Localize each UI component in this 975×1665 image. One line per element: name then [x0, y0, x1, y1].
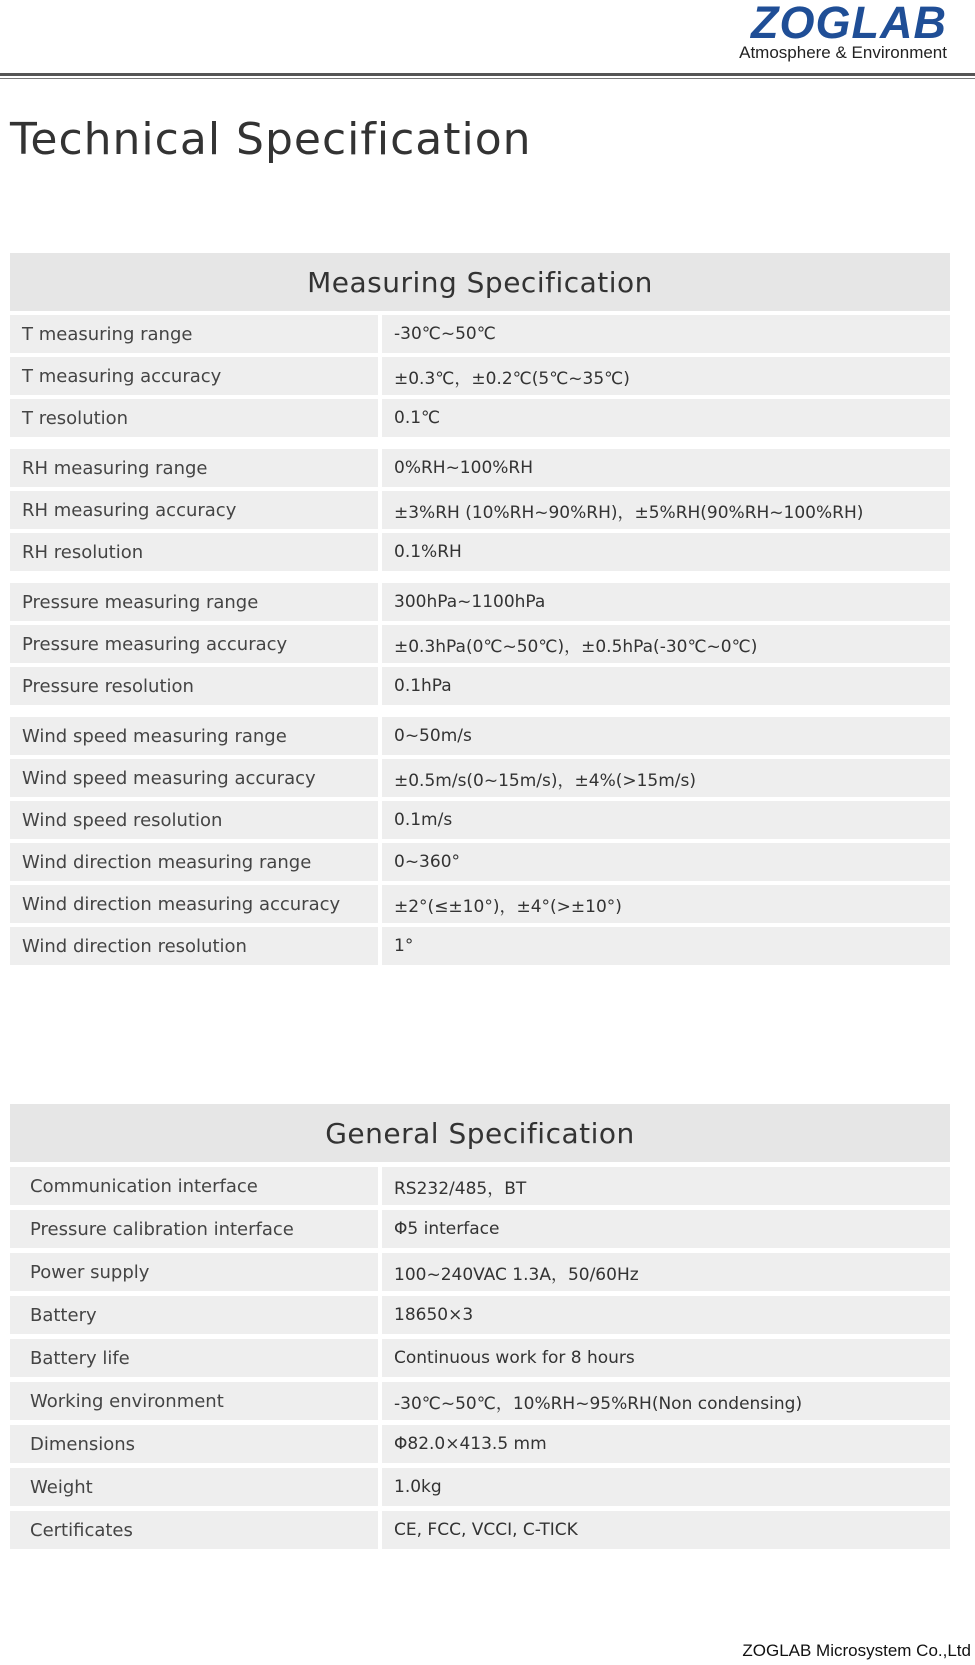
table-row: [10, 1210, 950, 1248]
spec-value: ±0.3hPa(0℃~50℃)，±0.5hPa(-30℃~0℃): [382, 625, 950, 663]
spec-label: Communication interface: [10, 1167, 378, 1205]
spec-label: Battery: [10, 1296, 378, 1334]
table-row: [10, 1167, 950, 1205]
table-row: [10, 843, 950, 881]
spec-value: RS232/485，BT: [382, 1167, 950, 1205]
spec-label: Weight: [10, 1468, 378, 1506]
table-row: [10, 357, 950, 395]
measuring-spec-title: Measuring Specification: [10, 253, 950, 311]
spec-value: 0%RH~100%RH: [382, 449, 950, 487]
spec-label: RH measuring accuracy: [10, 491, 378, 529]
spec-label: Working environment: [10, 1382, 378, 1420]
spec-label: Pressure measuring range: [10, 583, 378, 621]
spec-label: Power supply: [10, 1253, 378, 1291]
table-row: [10, 927, 950, 965]
spec-value: ±3%RH (10%RH~90%RH)，±5%RH(90%RH~100%RH): [382, 491, 950, 529]
spec-label: Wind speed measuring accuracy: [10, 759, 378, 797]
spec-label: Wind speed resolution: [10, 801, 378, 839]
spec-value: 1°: [382, 927, 950, 965]
spec-value: ±0.3℃，±0.2℃(5℃~35℃): [382, 357, 950, 395]
spec-value: CE, FCC, VCCI, C-TICK: [382, 1511, 950, 1549]
spec-value: Φ5 interface: [382, 1210, 950, 1248]
spec-value: Φ82.0×413.5 mm: [382, 1425, 950, 1463]
table-row: [10, 449, 950, 487]
spec-label: Wind direction measuring accuracy: [10, 885, 378, 923]
spec-label: Pressure measuring accuracy: [10, 625, 378, 663]
spec-label: Battery life: [10, 1339, 378, 1377]
table-row: [10, 759, 950, 797]
spec-label: Pressure calibration interface: [10, 1210, 378, 1248]
measuring-spec-table: [10, 253, 950, 965]
spec-label: T measuring range: [10, 315, 378, 353]
table-row: [10, 1511, 950, 1549]
table-row: [10, 667, 950, 705]
spec-value: 0.1m/s: [382, 801, 950, 839]
table-row: [10, 533, 950, 571]
table-row: [10, 885, 950, 923]
spec-value: -30℃~50℃: [382, 315, 950, 353]
table-row: [10, 1339, 950, 1377]
header-rule-thin: [0, 78, 975, 79]
table-row: [10, 315, 950, 353]
general-spec-table: [10, 1104, 950, 1549]
table-row: [10, 717, 950, 755]
spec-label: RH measuring range: [10, 449, 378, 487]
spec-label: Dimensions: [10, 1425, 378, 1463]
spec-value: 0.1%RH: [382, 533, 950, 571]
spec-label: Wind direction resolution: [10, 927, 378, 965]
spec-value: 0.1℃: [382, 399, 950, 437]
spec-value: 0~50m/s: [382, 717, 950, 755]
table-row: [10, 801, 950, 839]
page-title: Technical Specification: [10, 114, 532, 165]
spec-value: Continuous work for 8 hours: [382, 1339, 950, 1377]
spec-value: ±0.5m/s(0~15m/s)，±4%(>15m/s): [382, 759, 950, 797]
logo-tagline: Atmosphere & Environment: [739, 43, 947, 62]
table-row: [10, 1296, 950, 1334]
spec-value: 100~240VAC 1.3A，50/60Hz: [382, 1253, 950, 1291]
spec-value: 1.0kg: [382, 1468, 950, 1506]
table-row: [10, 1468, 950, 1506]
general-spec-title: General Specification: [10, 1104, 950, 1162]
spec-label: RH resolution: [10, 533, 378, 571]
spec-label: T resolution: [10, 399, 378, 437]
table-row: [10, 399, 950, 437]
spec-value: ±2°(≤±10°)，±4°(>±10°): [382, 885, 950, 923]
spec-label: T measuring accuracy: [10, 357, 378, 395]
header-rule: [0, 73, 975, 76]
table-row: [10, 1253, 950, 1291]
table-row: [10, 491, 950, 529]
table-row: [10, 1382, 950, 1420]
table-row: [10, 1425, 950, 1463]
spec-label: Wind direction measuring range: [10, 843, 378, 881]
spec-value: -30℃~50℃，10%RH~95%RH(Non condensing): [382, 1382, 950, 1420]
page-header: [0, 0, 975, 82]
table-row: [10, 625, 950, 663]
spec-label: Certificates: [10, 1511, 378, 1549]
spec-value: 18650×3: [382, 1296, 950, 1334]
spec-value: 0~360°: [382, 843, 950, 881]
spec-label: Wind speed measuring range: [10, 717, 378, 755]
company-footer: ZOGLAB Microsystem Co.,Ltd: [742, 1641, 971, 1660]
spec-label: Pressure resolution: [10, 667, 378, 705]
spec-value: 0.1hPa: [382, 667, 950, 705]
zoglab-logo: ZOGLAB: [751, 0, 947, 48]
table-row: [10, 583, 950, 621]
spec-value: 300hPa~1100hPa: [382, 583, 950, 621]
